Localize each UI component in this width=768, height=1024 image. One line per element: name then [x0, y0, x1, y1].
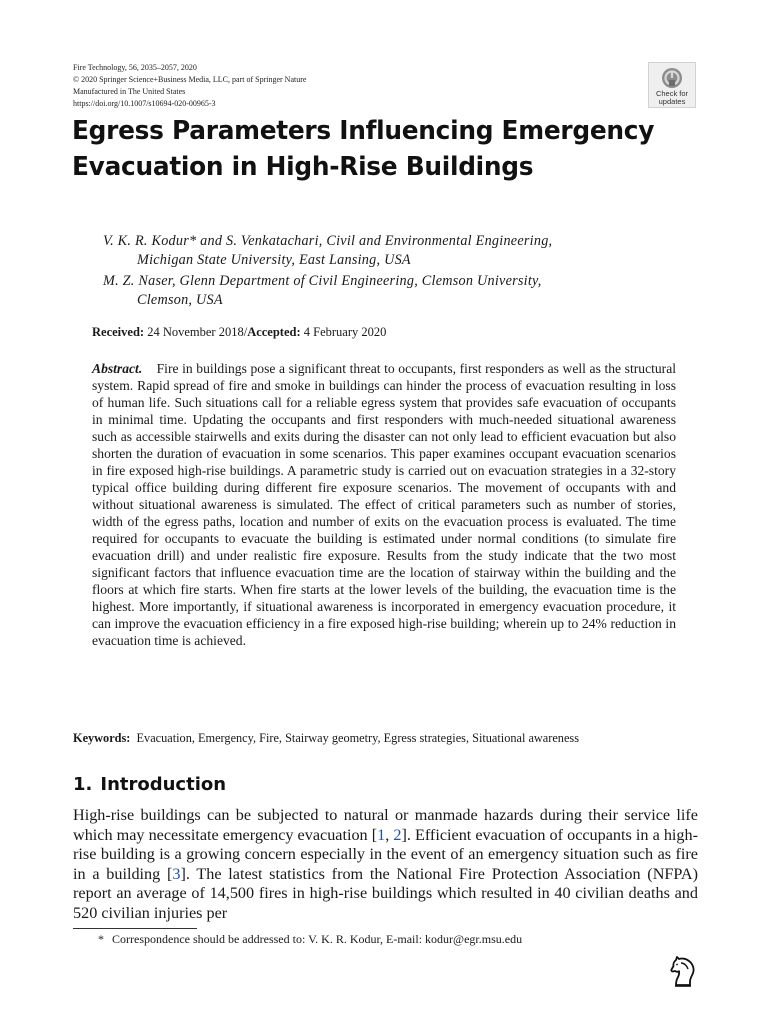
citation-separator: , — [385, 825, 394, 844]
journal-meta — [73, 62, 306, 110]
keywords-text: Evacuation, Emergency, Fire, Stairway geometry, Egress strategies, Situational awareness — [136, 731, 579, 745]
title-line-1: Egress Parameters Influencing Emergency — [72, 116, 655, 146]
footnote-marker: * — [98, 932, 104, 946]
correspondence-footnote — [98, 931, 522, 947]
affiliation-line: Michigan State University, East Lansing, USA — [137, 252, 411, 268]
intro-text-1: High-rise buildings can be subjected to natural or manmade hazards during their service life which may necessitate emergency evacuation [ — [73, 806, 698, 844]
intro-text-2: ]. Efficient evacuation of occupants in a high-rise building is a growing concern especially in the event of an emergency situation such as fire in a building [ — [73, 825, 698, 883]
journal-citation: Fire Technology, 56, 2035–2057, 2020 — [73, 63, 197, 72]
check-for-updates-badge[interactable] — [648, 62, 696, 108]
author-affiliation — [103, 272, 683, 310]
abstract — [92, 360, 676, 649]
abstract-label: Abstract. — [92, 361, 143, 376]
received-accepted-dates — [92, 324, 386, 341]
badge-line-2: updates — [658, 97, 686, 106]
accepted-date: 4 February 2020 — [303, 325, 387, 339]
copyright-line: © 2020 Springer Science+Business Media, LLC, part of Springer Nature — [73, 75, 307, 84]
citation-link[interactable]: 2 — [393, 825, 402, 844]
author-list — [103, 232, 683, 310]
section-number: 1. — [73, 774, 93, 795]
springer-horse-logo-icon — [668, 955, 698, 987]
intro-text-3: ]. The latest statistics from the National Fire Protection Association (NFPA) report an average of 14,500 fires in high-rise buildings which resulted in 40 civilian deaths and 520 civilian injuries per — [73, 864, 698, 922]
paper-title — [72, 113, 674, 185]
check-for-updates-icon — [661, 67, 683, 89]
introduction-paragraph — [73, 806, 698, 923]
author-line: M. Z. Naser, Glenn Department of Civil Engineering, Clemson University, — [103, 273, 542, 289]
citation-link[interactable]: 3 — [172, 864, 181, 883]
section-title-text: Introduction — [100, 774, 227, 795]
citation-link[interactable]: 1 — [377, 825, 386, 844]
received-label: Received: — [92, 325, 145, 339]
footnote-divider — [73, 928, 197, 929]
author-line: V. K. R. Kodur* and S. Venkatachari, Civil and Environmental Engineering, — [103, 233, 553, 249]
doi-link[interactable]: https://doi.org/10.1007/s10694-020-00965-3 — [73, 99, 216, 108]
author-affiliation — [103, 232, 683, 270]
section-heading-introduction — [73, 772, 226, 798]
abstract-text: Fire in buildings pose a significant threat to occupants, first responders as well as the structural system. Rapid spread of fire and smoke in buildings can hinder the process of evacuation resulting in loss of human life. Such situations call for a reliable egress system that provides safe evacuation of occupants in minimal time. Updating the occupants and first responders with much-needed situational awareness such as accessible stairwells and exits during the disaster can not only lead to efficient evacuation but also shorten the duration of evacuation in some scenarios. This paper examines occupant evacuation scenarios in fire exposed high-rise buildings. A parametric study is carried out on evacuation strategies in a 32-story typical office building during different fire exposure scenarios. The movement of occupants with and without situational awareness is simulated. The effect of critical parameters such as number of stories, width of the egress paths, location and number of exits on the evacuation process is evaluated. The time required for occupants to evacuate the building is estimated under normal conditions (to simulate fire evacuation drill) and under realistic fire exposure. Results from the study indicate that the two most significant factors that influence evacuation time are the location of stairway within the building and the floors at which fire starts. When fire starts at the lower levels of the building, the evacuation time is the highest. More importantly, if situational awareness is incorporated in emergency evacuation procedure, it can improve the evacuation efficiency in a fire exposed high-rise building; wherein up to 24% reduction in evacuation time is achieved. — [92, 361, 677, 648]
keywords — [73, 730, 579, 747]
affiliation-line: Clemson, USA — [137, 292, 223, 308]
badge-line-1: Check for — [655, 89, 689, 98]
accepted-label: Accepted: — [247, 325, 301, 339]
received-date: 24 November 2018 — [147, 325, 244, 339]
title-line-2: Evacuation in High-Rise Buildings — [72, 152, 534, 182]
badge-label — [649, 90, 695, 106]
keywords-label: Keywords: — [73, 731, 131, 745]
date-separator: / — [243, 325, 248, 339]
manufactured-line: Manufactured in The United States — [73, 87, 186, 96]
footnote-text: Correspondence should be addressed to: V. K. R. Kodur, E-mail: kodur@egr.msu.edu — [112, 932, 523, 946]
